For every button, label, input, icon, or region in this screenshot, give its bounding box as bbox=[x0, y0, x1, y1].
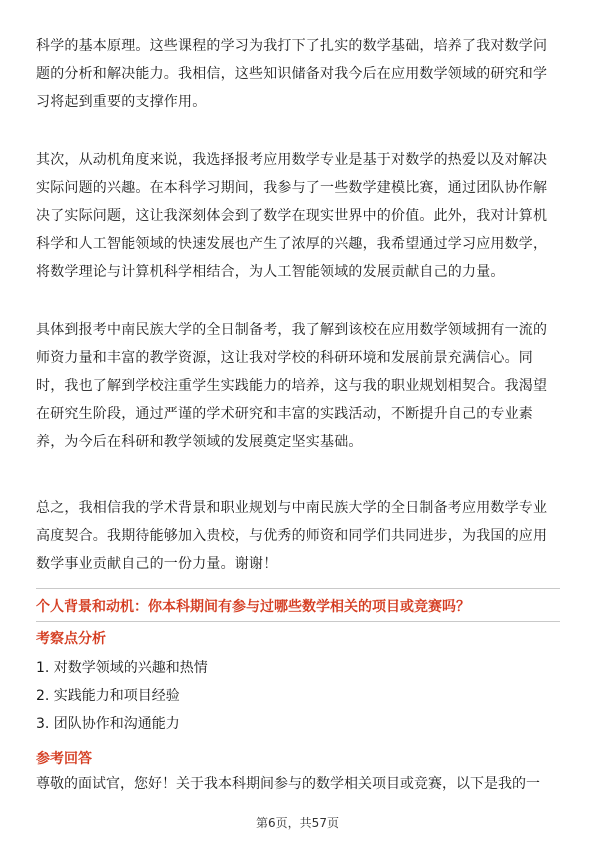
analysis-heading: 考察点分析 bbox=[36, 631, 106, 647]
paragraph-line: 题的分析和解决能力。我相信，这些知识储备对我今后在应用数学领域的研究和学 bbox=[36, 66, 548, 82]
paragraph-line: 在研究生阶段，通过严谨的学术研究和丰富的实践活动，不断提升自己的专业素 bbox=[36, 406, 533, 422]
paragraph-knowledge-summary bbox=[36, 32, 560, 116]
page-number-footer: 第6页，共57页 bbox=[256, 816, 339, 830]
paragraph-line: 师资力量和丰富的教学资源，这让我对学校的科研环境和发展前景充满信心。同 bbox=[36, 350, 533, 366]
paragraph-line: 决了实际问题，这让我深刻体会到了数学在现实世界中的价值。此外，我对计算机 bbox=[36, 208, 548, 224]
paragraph-motivation bbox=[36, 146, 560, 286]
paragraph-line: 其次，从动机角度来说，我选择报考应用数学专业是基于对数学的热爱以及对解决 bbox=[36, 152, 548, 168]
paragraph-line: 实际问题的兴趣。在本科学习期间，我参与了一些数学建模比赛，通过团队协作解 bbox=[36, 180, 548, 196]
paragraph-line: 习将起到重要的支撑作用。 bbox=[36, 94, 207, 110]
answer-text: 尊敬的面试官，您好！关于我本科期间参与的数学相关项目或竞赛，以下是我的一 bbox=[36, 776, 540, 792]
section-divider bbox=[36, 588, 560, 589]
analysis-point: 3. 团队协作和沟通能力 bbox=[36, 716, 180, 732]
interview-question: 个人背景和动机：你本科期间有参与过哪些数学相关的项目或竞赛吗？ bbox=[36, 599, 470, 615]
paragraph-line: 时，我也了解到学校注重学生实践能力的培养，这与我的职业规划相契合。我渴望 bbox=[36, 378, 548, 394]
paragraph-line: 科学的基本原理。这些课程的学习为我打下了扎实的数学基础，培养了我对数学问 bbox=[36, 38, 548, 54]
paragraph-line: 将数学理论与计算机科学相结合，为人工智能领域的发展贡献自己的力量。 bbox=[36, 264, 505, 280]
paragraph-line: 数学事业贡献自己的一份力量。谢谢！ bbox=[36, 556, 278, 572]
answer-heading: 参考回答 bbox=[36, 751, 92, 767]
analysis-point: 1. 对数学领域的兴趣和热情 bbox=[36, 660, 208, 676]
paragraph-line: 科学和人工智能领域的快速发展也产生了浓厚的兴趣，我希望通过学习应用数学， bbox=[36, 236, 548, 252]
analysis-point: 2. 实践能力和项目经验 bbox=[36, 688, 180, 704]
paragraph-line: 养，为今后在科研和教学领域的发展奠定坚实基础。 bbox=[36, 434, 363, 450]
question-divider bbox=[36, 621, 560, 622]
paragraph-line: 具体到报考中南民族大学的全日制备考，我了解到该校在应用数学领域拥有一流的 bbox=[36, 322, 548, 338]
paragraph-line: 高度契合。我期待能够加入贵校，与优秀的师资和同学们共同进步，为我国的应用 bbox=[36, 528, 548, 544]
paragraph-school-choice bbox=[36, 316, 560, 456]
paragraph-line: 总之，我相信我的学术背景和职业规划与中南民族大学的全日制备考应用数学专业 bbox=[36, 500, 548, 516]
paragraph-conclusion bbox=[36, 494, 560, 578]
